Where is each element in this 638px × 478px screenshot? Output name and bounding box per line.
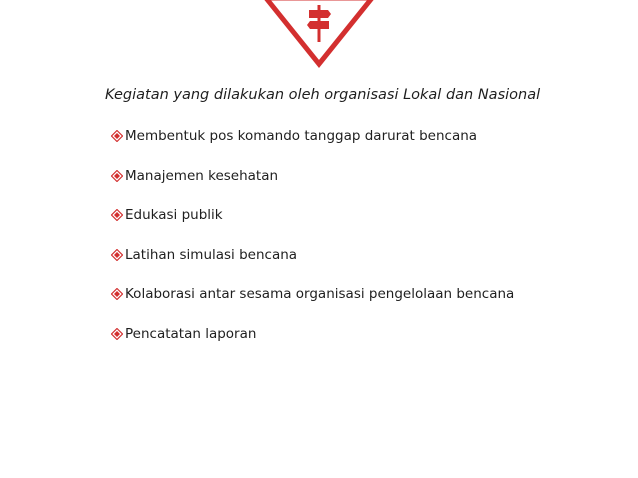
signpost-triangle-icon <box>264 0 374 70</box>
list-item-label: Edukasi publik <box>125 207 223 223</box>
page-title: Kegiatan yang dilakukan oleh organisasi Lokal dan Nasional <box>105 87 541 103</box>
list-item <box>111 324 514 344</box>
list-item <box>111 245 514 265</box>
red-diamond-bullet-icon <box>111 130 123 142</box>
list-item <box>111 126 514 146</box>
list-item <box>111 205 514 225</box>
activity-list <box>111 126 514 363</box>
list-item <box>111 284 514 304</box>
red-diamond-bullet-icon <box>111 209 123 221</box>
red-diamond-bullet-icon <box>111 288 123 300</box>
red-diamond-bullet-icon <box>111 249 123 261</box>
red-diamond-bullet-icon <box>111 170 123 182</box>
list-item-label: Latihan simulasi bencana <box>125 246 298 263</box>
list-item-label: Membentuk pos komando tanggap darurat bencana <box>125 128 478 144</box>
list-item-label: Kolaborasi antar sesama organisasi pengelolaan bencana <box>125 286 515 302</box>
list-item <box>111 166 514 186</box>
red-diamond-bullet-icon <box>111 328 123 340</box>
list-item-label: Pencatatan laporan <box>125 325 257 342</box>
list-item-label: Manajemen kesehatan <box>125 167 279 184</box>
